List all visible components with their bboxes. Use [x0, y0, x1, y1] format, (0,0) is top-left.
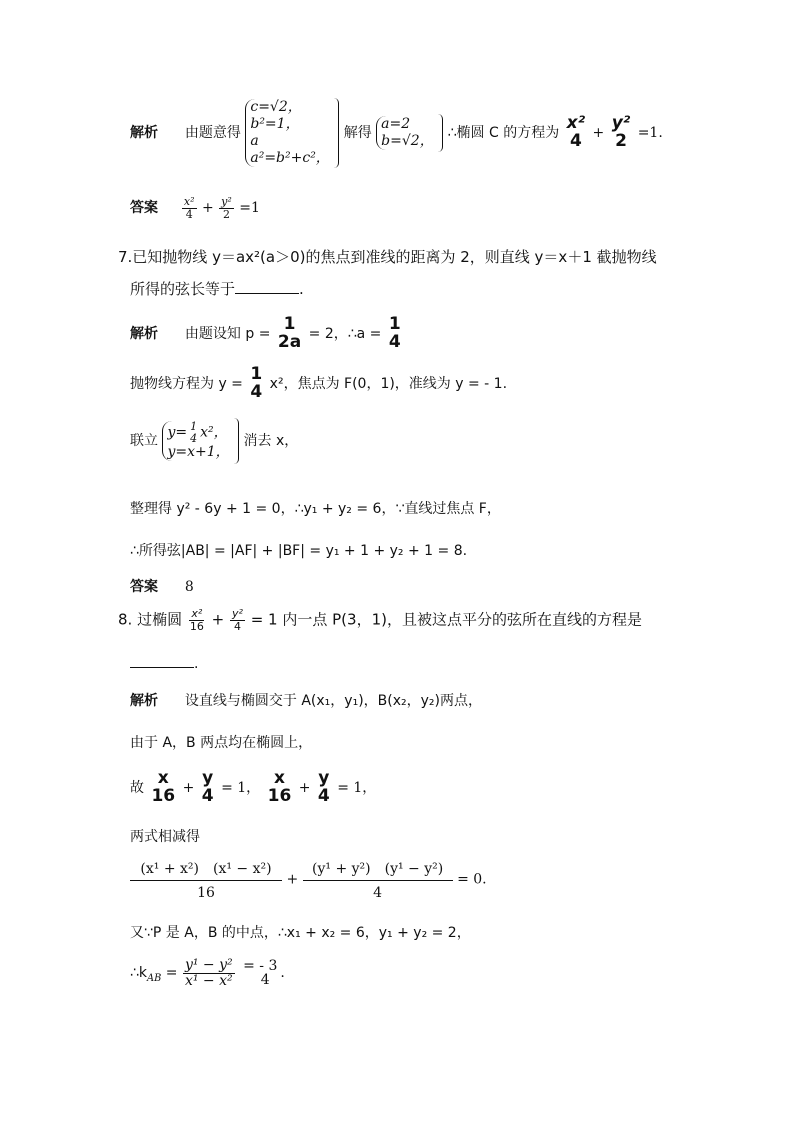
q8-eq1-y: y 4 — [201, 768, 214, 806]
q7-system: y= 1 4 x²， y=x+1， — [162, 421, 229, 461]
q6-system-2 — [376, 116, 434, 150]
q7-blank — [235, 293, 299, 294]
q6-system-2-close — [438, 114, 443, 152]
q8-eq2-y: y 4 — [317, 768, 330, 806]
q7-system-close — [234, 418, 239, 464]
q8-frac-y: $\frac{\text{y²}}{4}$ — [232, 607, 243, 633]
q7-step3: 联立 y= 1 4 x²， y=x+1， 消去 x， — [130, 418, 298, 464]
analysis-label: 解析 — [130, 125, 158, 141]
q6-eq-end: =1. — [637, 125, 663, 141]
q7-stem-line2: 所得的弦长等于 . — [130, 280, 304, 298]
q6-sys1-line: a — [250, 133, 259, 149]
analysis-label: 解析 — [130, 693, 158, 709]
q6-answer-end: =1 — [239, 200, 260, 217]
q8-step7: $\therefore k_{AB}$ = $\frac{\text{y¹ − y²}}{\text{x¹ − x²}}$ = - 3 4 . — [130, 957, 285, 989]
answer-label: 答案 — [130, 200, 158, 217]
q6-sys1-line: c=√2， — [250, 99, 302, 116]
q8-step2: 由于 A，B 两点均在椭圆上， — [130, 735, 313, 751]
q8-stem-line1: 8. 过椭圆 $\frac{\text{x²}}{16}$ + $\frac{\text{y²}}{4}$ = 1 内一点 P(3，1)，且被这点平分的弦所在直线的方程是 — [118, 607, 642, 633]
ans-frac-x: $\frac{\text{x²}}{4}$ — [183, 195, 195, 221]
q7-step2: 抛物线方程为 y = 1 4 x²，焦点为 F(0，1)，准线为 y = - 1. — [130, 364, 508, 402]
q6-frac-x: x² 4 — [566, 113, 586, 151]
q8-slope-frac: $\frac{\text{y¹ − y²}}{\text{x¹ − x²}}$ — [184, 957, 233, 989]
q6-sys1-line: a²=b²+c²， — [250, 149, 330, 166]
q6-conclusion: ∴椭圆 C 的方程为 — [447, 125, 560, 141]
q7-answer: 答案 8 — [130, 579, 194, 595]
q8-diff-frac-1: $\frac{\text{(x¹ + x²) (x¹ − x²)}}{16}$ — [130, 858, 282, 901]
q6-system-1 — [245, 99, 329, 166]
q8-step3: 故 x 16 + y 4 = 1， x 16 + y 4 = 1， — [130, 768, 377, 806]
q8-eq1-x: x 16 — [151, 768, 176, 806]
answer-label: 答案 — [130, 579, 158, 595]
q8-stem-line2: . — [130, 656, 198, 672]
q6-answer: 答案 $\frac{\text{x²}}{4}$ + $\frac{\text{y²}}{2}$ =1 — [130, 195, 260, 221]
q7-step1: 解析 由题设知 p = 1 2a = 2，∴a = 1 4 — [130, 314, 401, 352]
q6-analysis: 解析 由题意得 c=√2， b²=1， a a²=b²+c²， 解得 a=2 b=√2， ∴椭圆 C 的方程为 x² 4 + y² 2 =1. — [130, 98, 663, 168]
q8-step6: 又∵P 是 A，B 的中点，∴x₁ + x₂ = 6，y₁ + y₂ = 2， — [130, 925, 471, 941]
q7-stem-line1: 7.已知抛物线 y＝ax²(a＞0)的焦点到准线的距离为 2，则直线 y＝x＋1 截抛物线 — [118, 248, 657, 266]
q6-system-1-close — [334, 98, 339, 168]
q6-sys2-line: a=2 — [381, 116, 411, 133]
q8-step5: $\frac{\text{(x¹ + x²) (x¹ − x²)}}{16}$ + $\frac{\text{(y¹ + y²) (y¹ − y²)}}{4}$ = 0. — [130, 858, 487, 901]
q6-lead: 由题意得 — [184, 125, 241, 141]
q8-frac-x: $\frac{\text{x²}}{16}$ — [189, 607, 204, 633]
q8-step4: 两式相减得 — [130, 829, 200, 845]
q8-slope-value: = - 3 4 — [243, 957, 278, 989]
q6-frac-y: y² 2 — [611, 113, 631, 151]
q8-step1: 解析 设直线与椭圆交于 A(x₁，y₁)，B(x₂，y₂)两点， — [130, 693, 482, 709]
q6-solve: 解得 — [343, 125, 372, 141]
q6-sys1-line: b²=1， — [250, 116, 300, 133]
q7-frac-p: 1 2a — [277, 314, 302, 352]
q7-step5: ∴所得弦|AB| = |AF| + |BF| = y₁ + 1 + y₂ + 1 = 8. — [130, 543, 468, 559]
q8-eq2-x: x 16 — [267, 768, 292, 806]
analysis-label: 解析 — [130, 325, 158, 342]
q7-step4: 整理得 y² - 6y + 1 = 0，∴y₁ + y₂ = 6，∵直线过焦点 F， — [130, 501, 501, 517]
q7-frac-a: 1 4 — [388, 314, 401, 352]
q7-frac-quarter: 1 4 — [250, 364, 263, 402]
q6-sys2-line: b=√2， — [381, 133, 434, 149]
q8-blank — [130, 667, 194, 668]
ans-frac-y: $\frac{\text{y²}}{2}$ — [221, 195, 232, 221]
q8-diff-frac-2: $\frac{\text{(y¹ + y²) (y¹ − y²)}}{4}$ — [303, 858, 453, 901]
